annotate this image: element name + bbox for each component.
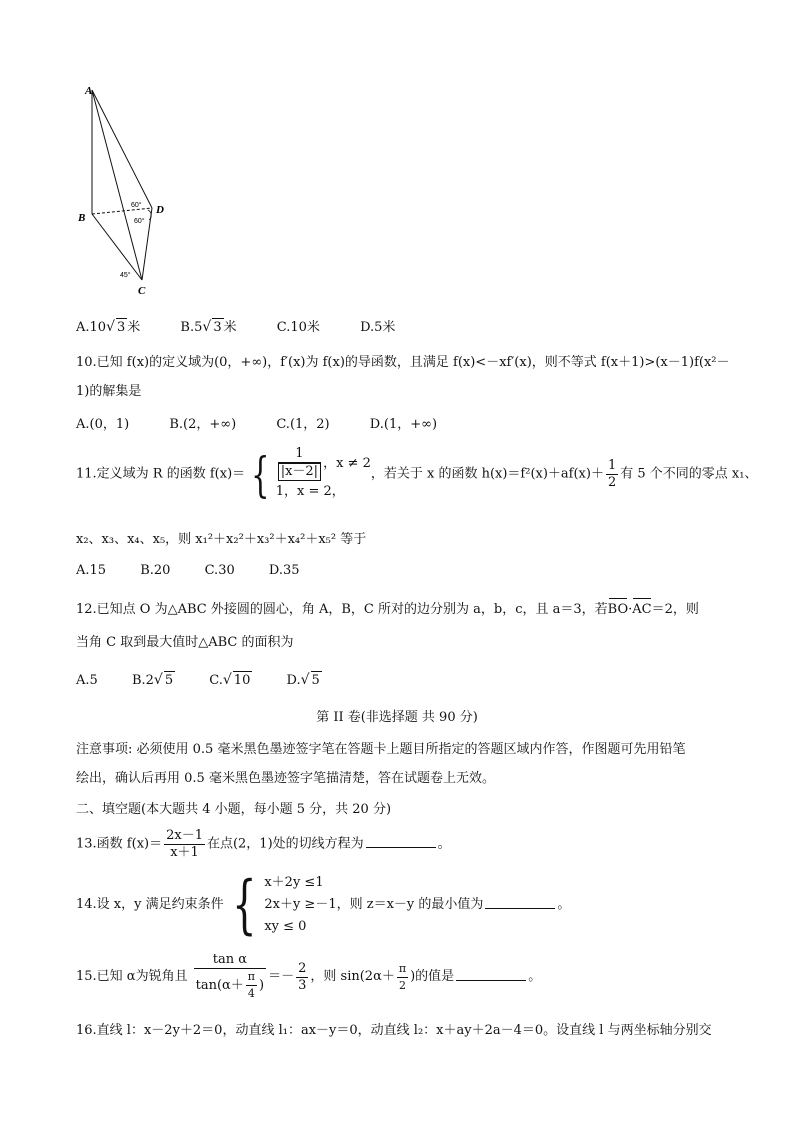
q11-options [76,562,330,580]
angle-label-2: 60° [134,218,145,225]
edge-BD [92,208,152,214]
q9-option-c[interactable]: C.10米 [276,320,320,335]
angle-label-3: 45° [120,272,131,279]
angle-label-1: 60° [131,202,142,209]
section2-heading: 二、填空题(本大题共 4 小题，每小题 5 分，共 20 分) [76,802,392,817]
section2-title: 第 II 卷(非选择题 共 90 分) [316,710,478,725]
q10-option-d[interactable]: D.(1，+∞) [369,417,438,432]
vector-AC: AC [632,602,652,617]
q14-answer-blank[interactable] [485,896,555,909]
q11-line1: 11.定义域为 R 的函数 f(x)＝ { $\frac{1}{|x-2|}$ ，x ≠ 2 1，x = 2， ，若关于 x 的函数 h(x)＝f²(x)＋af(x)＋ $\frac{1}{2}$ 有 5 个不同的零点 x₁、 [76,446,758,503]
q9-option-d[interactable]: D.5米 [360,320,396,335]
q12-option-a[interactable]: A.5 [76,673,98,688]
q11-option-a[interactable]: A.15 [76,563,107,578]
q15-answer-blank[interactable] [456,968,526,981]
q16-line1: 16.直线 l：x－2y＋2＝0，动直线 l₁：ax－y＝0，动直线 l₂：x＋ay＋2a－4＝0。设直线 l 与两坐标轴分别交 [76,1023,712,1038]
q10-line2: 1)的解集是 [76,384,142,399]
label-C: C [138,285,146,297]
q13: 13.函数 f(x)＝ $\frac{2x-1}{x+1}$ 在点(2，1)处的切线方程为 。 [76,828,451,860]
q11-option-b[interactable]: B.20 [140,563,171,578]
q14-constraints: { x＋2y ≤1 2x＋y ≥－1 xy ≤ 0 [231,868,337,942]
section2-note-line2: 绘出，确认后再用 0.5 毫米黑色墨迹签字笔描清楚，答在试题卷上无效。 [76,771,495,786]
label-A: A [85,85,93,97]
q10-option-c[interactable]: C.(1，2) [276,417,330,432]
q11-option-d[interactable]: D.35 [268,563,300,578]
edge-AD [92,90,152,208]
q9-options [76,318,431,337]
q12-option-d[interactable]: D.√ 5 [286,672,320,688]
q12-option-b[interactable]: B.2√ 5 [131,672,174,688]
q9-option-a[interactable]: A.10√ 3 米 [76,319,141,335]
q12-options [76,671,352,690]
q12-line2: 当角 C 取到最大值时△ABC 的面积为 [76,635,294,650]
q10-line1: 10.已知 f(x)的定义域为(0，+∞)，f′(x)为 f(x)的导函数，且满足 f(x)<－xf′(x)，则不等式 f(x＋1)>(x－1)f(x²－ [76,355,730,370]
q12-option-c[interactable]: C.√ 10 [209,672,251,688]
q12-line1: 12.已知点 O 为△ABC 外接圆的圆心，角 A，B，C 所对的边分别为 a，b，c，且 a＝3，若BO·AC＝2，则 [76,602,699,617]
edge-AC [92,90,142,280]
q13-answer-blank[interactable] [366,835,436,848]
q11-piecewise: { $\frac{1}{|x-2|}$ ，x ≠ 2 1，x = 2， [251,446,371,503]
q11-line2: x₂、x₃、x₄、x₅，则 x₁²＋x₂²＋x₃²＋x₄²＋x₅² 等于 [76,532,367,547]
q11-option-c[interactable]: C.30 [204,563,235,578]
q9-option-b[interactable]: B.5√ 3 米 [180,319,237,335]
q10-options [76,416,473,434]
label-B: B [78,212,86,224]
q15: 15.已知 α为锐角且 tan α tan(α＋ $\frac{\pi}{4}$ ) ＝－ $\frac{2}{3}$ ，则 sin(2α＋ $\frac{\pi}{2}$ )的值是 。 [76,952,542,1000]
geometry-figure [70,80,180,300]
label-D: D [156,204,164,216]
q10-option-b[interactable]: B.(2，+∞) [169,417,237,432]
vector-BO: BO [607,602,629,617]
section2-note-line1: 注意事项: 必须使用 0.5 毫米黑色墨迹签字笔在答题卡上题目所指定的答题区域内作答，作图题可先用铅笔 [76,742,686,757]
q14: 14.设 x，y 满足约束条件 { x＋2y ≤1 2x＋y ≥－1 xy ≤ 0 ，则 z＝x－y 的最小值为 。 [76,868,571,942]
q10-option-a[interactable]: A.(0，1) [76,417,130,432]
